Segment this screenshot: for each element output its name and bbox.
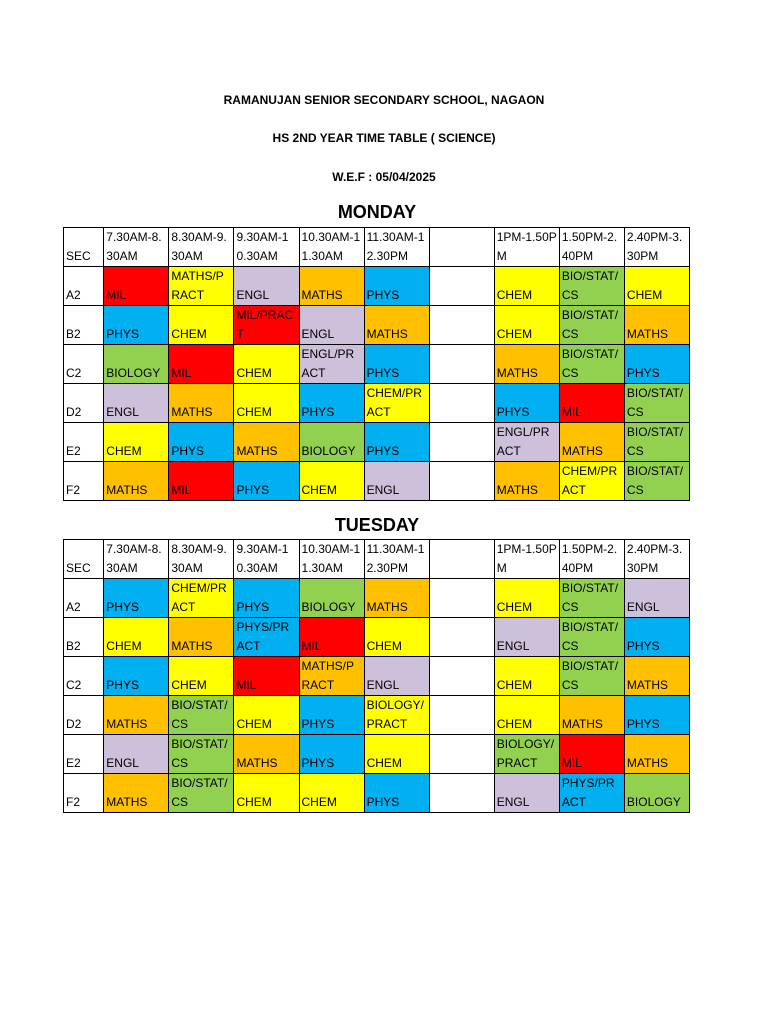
subject-cell: BIOLOGY <box>104 345 169 384</box>
period-header: 1PM-1.50PM <box>494 228 559 267</box>
subject-cell: PHYS <box>104 579 169 618</box>
subject-cell: MATHS <box>624 306 689 345</box>
lunch-break-cell <box>429 735 494 774</box>
subject-cell: MATHS <box>624 657 689 696</box>
subject-cell: PHYS <box>299 384 364 423</box>
table-row <box>64 657 690 696</box>
subject-cell: BIO/STAT/CS <box>169 735 234 774</box>
subject-cell: BIO/STAT/CS <box>169 774 234 813</box>
period-header: 7.30AM-8.30AM <box>104 540 169 579</box>
subject-cell: PHYS <box>299 735 364 774</box>
subject-cell: CHEM <box>494 696 559 735</box>
subject-cell: PHYS <box>299 696 364 735</box>
subject-cell: CHEM <box>169 657 234 696</box>
section-label: C2 <box>64 345 104 384</box>
subject-cell: CHEM/PRACT <box>364 384 429 423</box>
period-header: 11.30AM-12.30PM <box>364 228 429 267</box>
subject-cell: MATHS <box>559 696 624 735</box>
lunch-break-cell <box>429 657 494 696</box>
subject-cell: MIL <box>104 267 169 306</box>
subject-cell: BIO/STAT/CS <box>624 384 689 423</box>
subject-cell: CHEM <box>624 267 689 306</box>
table-row <box>64 384 690 423</box>
lunch-break-cell <box>429 345 494 384</box>
subject-cell: CHEM <box>494 657 559 696</box>
subject-cell: MIL <box>559 384 624 423</box>
table-row <box>64 462 690 501</box>
lunch-break-cell <box>429 774 494 813</box>
subject-cell: CHEM <box>234 696 299 735</box>
subject-cell: PHYS <box>624 618 689 657</box>
subject-cell: PHYS <box>104 657 169 696</box>
subject-cell: MATHS/PRACT <box>299 657 364 696</box>
subject-cell: CHEM <box>104 618 169 657</box>
subject-cell: PHYS <box>624 696 689 735</box>
subject-cell: MATHS <box>364 306 429 345</box>
subject-cell: ENGL <box>624 579 689 618</box>
subject-cell: BIOLOGY <box>299 423 364 462</box>
period-header: 9.30AM-10.30AM <box>234 540 299 579</box>
subject-cell: MATHS <box>559 423 624 462</box>
subject-cell: MIL <box>169 462 234 501</box>
subject-cell: BIO/STAT/CS <box>559 306 624 345</box>
subject-cell: MATHS <box>104 462 169 501</box>
subject-cell: ENGL/PRACT <box>494 423 559 462</box>
subject-cell: MIL/PRACT <box>234 306 299 345</box>
period-header: 7.30AM-8.30AM <box>104 228 169 267</box>
subject-cell: PHYS/PRACT <box>234 618 299 657</box>
subject-cell: PHYS <box>364 774 429 813</box>
subject-cell: CHEM/PRACT <box>559 462 624 501</box>
subject-cell: CHEM <box>169 306 234 345</box>
subject-cell: CHEM <box>494 267 559 306</box>
subject-cell: BIOLOGY/PRACT <box>364 696 429 735</box>
subject-cell: MATHS <box>234 735 299 774</box>
subject-cell: CHEM/PRACT <box>169 579 234 618</box>
period-header: 8.30AM-9.30AM <box>169 540 234 579</box>
table-row <box>64 267 690 306</box>
table-row <box>64 696 690 735</box>
subject-cell: CHEM <box>234 345 299 384</box>
subject-cell: CHEM <box>494 579 559 618</box>
tuesday-timetable <box>63 539 690 813</box>
table-row <box>64 774 690 813</box>
section-label: A2 <box>64 267 104 306</box>
header-row <box>64 228 690 267</box>
period-header: 8.30AM-9.30AM <box>169 228 234 267</box>
section-label: E2 <box>64 423 104 462</box>
subject-cell: MATHS <box>104 696 169 735</box>
subject-cell: PHYS/PRACT <box>559 774 624 813</box>
subject-cell: BIOLOGY <box>299 579 364 618</box>
subject-cell: BIO/STAT/CS <box>559 657 624 696</box>
subject-cell: MATHS <box>104 774 169 813</box>
lunch-break-cell <box>429 384 494 423</box>
header-row <box>64 540 690 579</box>
subject-cell: PHYS <box>364 423 429 462</box>
subject-cell: MATHS <box>624 735 689 774</box>
subject-cell: ENGL/PRACT <box>299 345 364 384</box>
section-label: F2 <box>64 462 104 501</box>
subject-cell: CHEM <box>299 462 364 501</box>
subject-cell: ENGL <box>364 462 429 501</box>
subject-cell: MIL <box>169 345 234 384</box>
subject-cell: PHYS <box>234 579 299 618</box>
subject-cell: BIO/STAT/CS <box>624 423 689 462</box>
period-header: 2.40PM-3.30PM <box>624 228 689 267</box>
subject-cell: MATHS/PRACT <box>169 267 234 306</box>
subject-cell: MATHS <box>299 267 364 306</box>
section-label: B2 <box>64 306 104 345</box>
subject-cell: CHEM <box>234 774 299 813</box>
subject-cell: MIL <box>559 735 624 774</box>
subject-cell: BIO/STAT/CS <box>169 696 234 735</box>
day-title-monday: MONDAY <box>337 202 417 222</box>
timetable-title: HS 2ND YEAR TIME TABLE ( SCIENCE) <box>272 131 496 145</box>
subject-cell: MIL <box>234 657 299 696</box>
lunch-break-cell <box>429 696 494 735</box>
subject-cell: CHEM <box>299 774 364 813</box>
subject-cell: BIO/STAT/CS <box>559 267 624 306</box>
subject-cell: ENGL <box>364 657 429 696</box>
lunch-break-cell <box>429 462 494 501</box>
subject-cell: PHYS <box>234 462 299 501</box>
lunch-break-cell <box>429 423 494 462</box>
table-row <box>64 423 690 462</box>
subject-cell: ENGL <box>494 618 559 657</box>
subject-cell: CHEM <box>234 384 299 423</box>
period-header <box>429 540 494 579</box>
subject-cell: MATHS <box>169 384 234 423</box>
period-header: 11.30AM-12.30PM <box>364 540 429 579</box>
period-header: 1PM-1.50PM <box>494 540 559 579</box>
subject-cell: MIL <box>299 618 364 657</box>
section-label: E2 <box>64 735 104 774</box>
lunch-break-cell <box>429 267 494 306</box>
monday-timetable <box>63 227 690 501</box>
subject-cell: ENGL <box>299 306 364 345</box>
subject-cell: MATHS <box>494 345 559 384</box>
subject-cell: MATHS <box>234 423 299 462</box>
section-label: C2 <box>64 657 104 696</box>
lunch-break-cell <box>429 579 494 618</box>
subject-cell: CHEM <box>364 735 429 774</box>
subject-cell: PHYS <box>364 267 429 306</box>
subject-cell: MATHS <box>494 462 559 501</box>
section-label: D2 <box>64 384 104 423</box>
subject-cell: PHYS <box>104 306 169 345</box>
subject-cell: BIO/STAT/CS <box>559 579 624 618</box>
subject-cell: CHEM <box>364 618 429 657</box>
section-label: B2 <box>64 618 104 657</box>
subject-cell: ENGL <box>494 774 559 813</box>
section-label: D2 <box>64 696 104 735</box>
section-label: F2 <box>64 774 104 813</box>
period-header: 10.30AM-11.30AM <box>299 540 364 579</box>
table-row <box>64 735 690 774</box>
subject-cell: CHEM <box>104 423 169 462</box>
subject-cell: ENGL <box>234 267 299 306</box>
subject-cell: BIO/STAT/CS <box>559 618 624 657</box>
period-header: 9.30AM-10.30AM <box>234 228 299 267</box>
subject-cell: ENGL <box>104 384 169 423</box>
subject-cell: ENGL <box>104 735 169 774</box>
subject-cell: PHYS <box>494 384 559 423</box>
period-header: 2.40PM-3.30PM <box>624 540 689 579</box>
subject-cell: PHYS <box>364 345 429 384</box>
section-label: A2 <box>64 579 104 618</box>
wef-date: W.E.F : 05/04/2025 <box>332 170 436 184</box>
sec-header: SEC <box>64 228 104 267</box>
lunch-break-cell <box>429 618 494 657</box>
subject-cell: PHYS <box>624 345 689 384</box>
period-header <box>429 228 494 267</box>
table-row <box>64 345 690 384</box>
subject-cell: BIOLOGY <box>624 774 689 813</box>
period-header: 10.30AM-11.30AM <box>299 228 364 267</box>
period-header: 1.50PM-2.40PM <box>559 540 624 579</box>
subject-cell: PHYS <box>169 423 234 462</box>
lunch-break-cell <box>429 306 494 345</box>
period-header: 1.50PM-2.40PM <box>559 228 624 267</box>
subject-cell: BIO/STAT/CS <box>624 462 689 501</box>
subject-cell: MATHS <box>364 579 429 618</box>
table-row <box>64 618 690 657</box>
day-title-tuesday: TUESDAY <box>334 515 420 535</box>
subject-cell: BIO/STAT/CS <box>559 345 624 384</box>
subject-cell: MATHS <box>169 618 234 657</box>
sec-header: SEC <box>64 540 104 579</box>
table-row <box>64 306 690 345</box>
table-row <box>64 579 690 618</box>
school-name: RAMANUJAN SENIOR SECONDARY SCHOOL, NAGAON <box>223 93 545 107</box>
subject-cell: BIOLOGY/PRACT <box>494 735 559 774</box>
subject-cell: CHEM <box>494 306 559 345</box>
